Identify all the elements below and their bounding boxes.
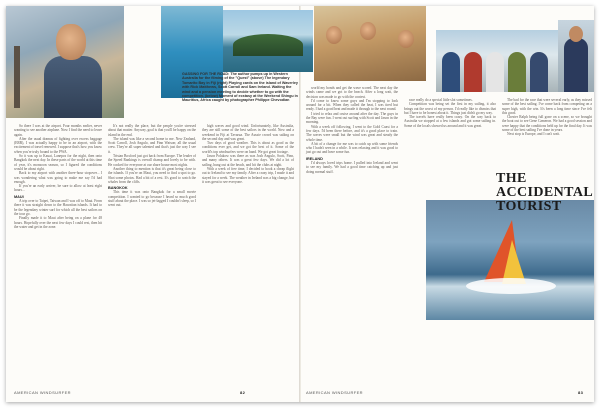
paragraph: Chester Ralph being full gone on a scene, so we brought the boat out to see Gene Cameron. We had a good session and were happy that the conditions held up for the final day. It was some of the best sailing I've done in years.	[502, 115, 592, 133]
photo-person-head	[398, 30, 414, 48]
paragraph: race really do a special little slot sometimes.	[409, 98, 473, 102]
paragraph: world my bonds and get the wave scored. The next day the winds came and we got to the beach. After a long wait, the decision was made to go with the contest.	[306, 86, 398, 99]
page-number: 82	[240, 390, 246, 395]
photo-team-member	[464, 52, 482, 92]
paragraph: This time it was onto Bangkok for a small movie competition. I wanted to go because I heard so much good stuff about the place. I was so jet-lagged I couldn't sleep, so I went out.	[108, 190, 196, 208]
paragraph: It's not really the place, but the people you're stressed about that matter. Anyway, goal is that you'll be happy on the island in the end.	[108, 124, 196, 137]
paragraph: I'd always loved trips home. I pulled into Ireland and went to see my family. We had a good time catching up and just doing normal stuff.	[306, 161, 398, 174]
photo-caption: GASSING FOR THE ROAD: The author pumps up in Western Australia for the filming of the "Quest" (above) The legendary Tomarito Bay in Fiji (right) Playing cards on the island of Waverley with Rick Matthews, Scott Carroll and Sam Ireland. Waiting the wind and a pension meeting to decide whether to go with the competition. (below) Moment of ecstasy at the Weekend Shingu in Mauritius, Africa caught by photographer Philippe Chevodian	[182, 72, 298, 103]
paragraph: If you're an early arriver, be sure to allow at least eight hours...	[14, 184, 102, 193]
section-subhead: MAUI	[14, 194, 24, 199]
headline-line-1: THE ACCIDENTAL	[496, 171, 594, 200]
paragraph: I'd come to know some guys and I'm stopping to look around for a bit. When they called the heat, I was tired but ready. I had a good heat and made it through to the next round.	[306, 98, 398, 112]
text-column-1	[14, 124, 102, 229]
text-column-2	[108, 124, 196, 208]
island-hill	[233, 34, 303, 56]
paragraph: Another thing to mention is that it's great being close to the islands. If you're on Maui, you need to find a spot to go. Shot some photos. Had a bit of a rest. It's good to watch the whales from the cliffs.	[108, 166, 196, 184]
footer-right	[306, 390, 363, 395]
photo-island	[223, 10, 313, 72]
paragraph: Next stop is Europe, and I can't wait.	[507, 132, 561, 137]
paragraph: The travels have really been crazy. On the way back to Australia we stopped at a few islands and got some sailing in. Some of the locals showed us around and it was great.	[404, 115, 496, 128]
section-subhead: IRELAND	[306, 156, 323, 161]
footer-right-page-number	[578, 390, 583, 395]
photo-figure-body	[44, 56, 102, 118]
photo-figure-face	[569, 26, 583, 42]
pump-post	[14, 46, 20, 108]
paragraph: Finally made it to Maui after being on a plane for 48 hours. Hopefully over the next few days I could rest, then hit the water and get in the zone.	[14, 216, 102, 229]
photo-team-member	[530, 52, 548, 92]
photo-card-players	[314, 6, 426, 81]
article-headline	[496, 172, 594, 214]
photo-team-member	[486, 52, 504, 92]
text-column-3	[202, 124, 294, 184]
footer-left	[14, 390, 71, 395]
paragraph: I tried to relax and cruise around after the day. The guys in the Bay were fun. I went out surfing with Scott and Jason in the morning.	[306, 111, 398, 125]
page-number: 83	[578, 390, 584, 395]
photo-figure-face	[56, 24, 86, 60]
footer-brand: AMERICAN WINDSURFER	[306, 390, 363, 395]
paragraph: Competition was being set the first in my sailing, it also brings out the worst of my person. I'd really like to dismiss that but I have to be honest about it. Things just didn't go my way.	[404, 102, 496, 115]
photo-standing-man	[558, 20, 594, 92]
paragraph: With a week off following, I went to the Gold Coast for a few days. I'd been there before, and it's a good place to train. The waves were small but the wind was great and steady the whole time.	[306, 124, 398, 142]
section-subhead: BANGKOK	[108, 186, 128, 191]
paragraph: A trip over to Taipei, Taiwan and I was off to Maui. From there it was straight down to the Hawaiian islands. It had to be the legendary winter surf for which all the best sailors on the tour go.	[14, 199, 102, 216]
photo-team-member	[508, 52, 526, 92]
paragraph: So it was up to Kauai, Lanepos for the night, then onto Bangkok the next day. In these parts of the world at this time of year, it's monsoon season, so I figured the conditions would be about right.	[14, 154, 102, 171]
photo-windsurfing-jump	[426, 200, 594, 320]
paragraph: Two days of good weather. This is about as good as the conditions ever get, and we got the best of it. Some of the world's top windsurfers were on hand. We got great footage.	[202, 141, 294, 154]
photo-person-head	[326, 26, 342, 44]
paragraph: So there I was at the airport. Four months earlier, never wanting to see another airplane. Now I find the need to leave again.	[14, 124, 102, 137]
magazine-spread	[6, 6, 594, 402]
photo-team-member	[442, 52, 460, 92]
paragraph: Jason Polakow was there as was Josh Angulo, Scott, Finn, and many others. It was a great few days. We did a lot of sailing, hung out at the beach, and hit the clubs at night.	[202, 154, 294, 167]
wave-spray	[466, 278, 556, 294]
photo-person-head	[360, 22, 376, 40]
paragraph: The island was like a second home to me. New Zealand, Scott Carroll, Josh Angulo, and Finn Watson; all the usual crew. They're all super talented and that's just the way I see it.	[108, 136, 196, 154]
footer-brand: AMERICAN WINDSURFER	[14, 390, 71, 395]
headline-line-2: TOURIST	[496, 199, 562, 214]
text-column-5	[404, 98, 496, 128]
paragraph: The bad for the race that were several early, as they missed some of the best sailing. I've come back from competing on a super high, with the win. It's been a long time since I've felt this good.	[502, 98, 592, 115]
paragraph: Back to my airport with another three-hour stopover... I was wondering what was going to make me say I'd had enough.	[14, 171, 102, 184]
paragraph: After the usual dramas of fighting over excess baggage (ERR), I was actually happy to be in an airport, with the excitement of travel renewed. I suppose that's how you know when you're truly bound to the PWA.	[14, 136, 102, 154]
text-column-6	[502, 98, 592, 137]
paragraph: A bit of a change for me was to catch up with some friends who I hadn't seen in a while. It was relaxing and it was good to just go out and have some fun.	[306, 141, 398, 155]
text-column-4	[306, 86, 398, 174]
photo-windsurfer-portrait	[6, 6, 124, 118]
paragraph: With a week of free time, I decided to book a cheap flight out to Ireland to see my family. After a crazy trip, I made it and stayed for a week. The weather in Ireland was a big change, but it was great to see everyone.	[202, 166, 294, 184]
paragraph: high waves and good wind. Unfortunately, like Australia, they are still some of the best sailors in the world. Now and a weekend in Fiji at Tavarua. The Aussie crowd was sailing on the second day and was great.	[202, 124, 294, 141]
photo-figure-body	[564, 38, 588, 92]
footer-left-page-number	[240, 390, 245, 395]
paragraph: Tristan Boxford just got back from Europe. The leader of the Speed Rankings is overall champ and lovely to be with. He cooked for everyone at our share house most nights.	[108, 154, 196, 167]
